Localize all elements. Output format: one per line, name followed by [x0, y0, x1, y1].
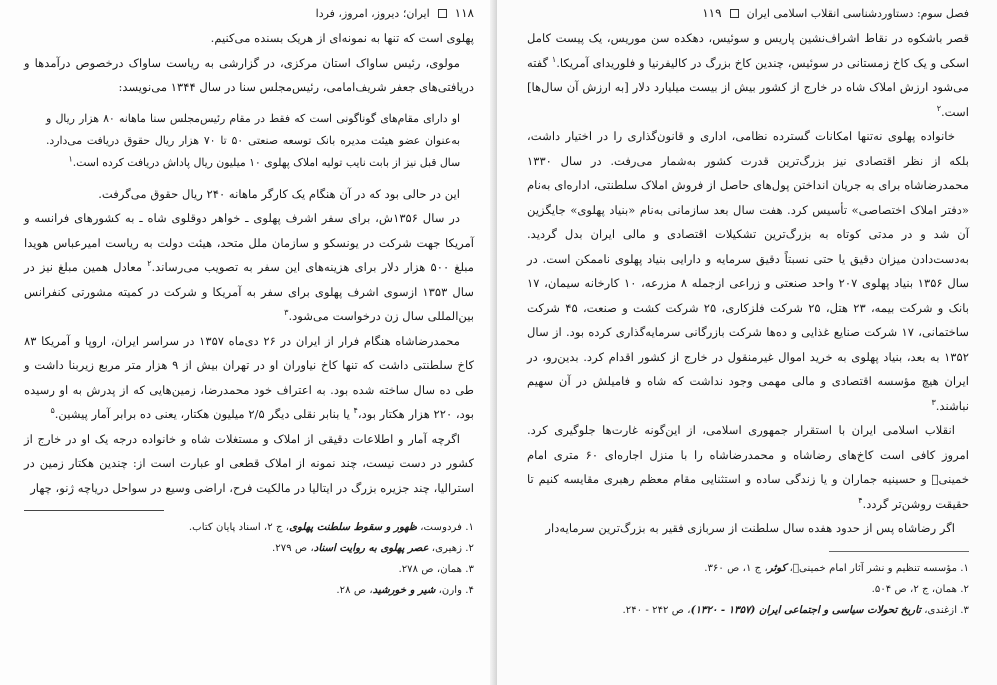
header-box-icon [438, 9, 447, 18]
footnote-divider [24, 510, 164, 511]
left-page [0, 0, 496, 685]
body-text [527, 26, 969, 541]
header-box-icon [730, 9, 739, 18]
footnote: ۳. ازغندی، تاریخ تحولات سیاسی و اجتماعی ایران (۱۳۵۷ - ۱۳۲۰)، ص ۲۴۲ - ۲۴۰. [622, 603, 969, 616]
page-number: ۱۱۹ [702, 6, 722, 20]
footnote-marker: ۵ [50, 406, 55, 416]
footnote-marker: ۱ [551, 54, 557, 64]
block-quote [46, 108, 460, 174]
footnote-marker: ۲ [936, 103, 941, 113]
paragraph: خانواده پهلوی نه‌تنها امکانات گسترده نظامی، اداری و قانون‌گذاری را در اختیار داشت، بلکه از نظر اقتصادی نیز بزرگ‌ترین قدرت کشور به‌شمار می‌رفت. در سال ۱۳۳۰ محمدرضاشاه برای به جریان انداختن پول‌های حاصل از فروش املاک سلطنتی، اداره‌ای به‌نام «دفتر املاک اختصاصی» تأسیس کرد. هفت سال بعد سازمانی به‌نام «بنیاد پهلوی» جایگزین آن شد و در مدتی کوتاه به بزرگ‌ترین تشکیلات اقتصادی و مالی ایران بدل گردید. به‌دست‌دادن میزان دقیق یا حتی نسبتاً دقیق سرمایه و دارایی بنیاد پهلوی ناممکن است. در سال ۱۳۵۶ بنیاد پهلوی ۲۰۷ واحد صنعتی و زراعی ازجمله ۸ مزرعه، ۱۰ کارخانه سیمان، ۱۷ بانک و شرکت بیمه، ۲۳ هتل، ۲۵ شرکت فلزکاری، ۲۵ شرکت کشت و صنعت، ۴۵ شرکت ساختمانی، ۱۷ شرکت صنایع غذایی و ده‌ها شرکت بازرگانی سرمایه‌گذاری کرده بود. از سال ۱۳۵۲ به بعد، بنیاد پهلوی به خرید اموال غیرمنقول در خارج از کشور اقدام کرد. بدین‌رو، در ایران هیچ مؤسسه اقتصادی و مالی مهمی وجود نداشت که شاه و فامیلش در آن سهیم نباشند.$^۳$ [527, 129, 970, 413]
paragraph: محمدرضاشاه هنگام فرار از ایران در ۲۶ دی‌ماه ۱۳۵۷ در سراسر ایران، اروپا و آمریکا ۸۳ کاخ سلطنتی داشت که تنها کاخ نیاوران او در تهران بیش از ۹ هزار متر مربع زیربنا داشت و طی ده سال ساخته شده بود. به اعتراف خود محمدرضا، زمین‌هایی که از پدرش به او رسیده بود، ۲۲۰ هزار هکتار بود،$^۴$ یا بنابر نقلی دیگر ۲/۵ میلیون هکتار، یعنی ده برابر آمار پیشین.$^۵$ [24, 333, 474, 421]
footnote-marker: ۳ [284, 308, 289, 318]
footnote-marker: ۴ [353, 406, 358, 416]
footnote: ۲. زهیری، عصر پهلوی به روایت اسناد، ص ۲۷۹. [272, 542, 474, 554]
footnote: ۱. فردوست، ظهور و سقوط سلطنت پهلوی، ج ۲، اسناد پایان کتاب. [188, 521, 474, 533]
paragraph: اگر رضاشاه پس از حدود هفده سال سلطنت از سربازی فقیر به بزرگ‌ترین سرمایه‌دار [545, 521, 955, 535]
body-text [24, 26, 474, 500]
page-header [527, 4, 969, 22]
paragraph: اگرچه آمار و اطلاعات دقیقی از املاک و مستغلات شاه و خانواده درجه یک او در خارج از کشور در دست نیست، چند نمونه از املاک قطعی او عبارت است از: چندین هکتار زمین در استرالیا، چند جزیره بزرگ در ایتالیا در مالکیت فرح، اراضی وسیع در سواحل دریاچه ژنو، چهار [24, 431, 474, 495]
footnotes [24, 517, 474, 601]
footnote-marker: ۳ [931, 397, 936, 407]
page-number: ۱۱۸ [454, 6, 474, 20]
footnote-marker: ۴ [858, 495, 863, 505]
footnote: ۲. همان، ج ۲، ص ۵۰۴. [871, 583, 969, 595]
footnote: ۴. وارن، شیر و خورشید، ص ۲۸. [336, 584, 474, 596]
paragraph: انقلاب اسلامی ایران با استقرار جمهوری اسلامی، از این‌گونه غارت‌ها جلوگیری کرد. امروز کافی است کاخ‌های رضاشاه و محمدرضاشاه را با منزل اجاره‌ای ۶۰ متری امام خمینی﷫ و حسینیه جماران و یا زندگی ساده و استثنایی مقام معظم رهبری مقایسه کنیم تا حقیقت روشن‌تر گردد.$^۴$ [527, 423, 969, 511]
footnote: ۱. مؤسسه تنظیم و نشر آثار امام خمینی﷫، کوثر، ج ۱، ص ۳۶۰. [704, 561, 969, 574]
footnote-divider [829, 551, 969, 552]
paragraph: قصر باشکوه در نقاط اشراف‌نشین پاریس و سوئیس، دهکده سن موریس، یک پیست کامل اسکی و یک کاخ زمستانی در سوئیس، چندین کاخ بزرگ در کالیفرنیا و فلوریدای آمریکا.$^۱$ گفته می‌شود ارزش املاک شاه در خارج از کشور بیش از بیست میلیارد دلار [به ارزش آن سال‌ها] است.$^۲$ [527, 31, 969, 119]
right-page [497, 0, 997, 685]
paragraph: این در حالی بود که در آن هنگام یک کارگر ماهانه ۲۴۰ ریال حقوق می‌گرفت. [98, 186, 460, 201]
paragraph: مولوی، رئیس ساواک استان مرکزی، در گزارشی به ریاست ساواک درخصوص درآمدها و دریافتی‌های جعفر شریف‌امامی، رئیس‌مجلس سنا در سال ۱۳۴۴ می‌نویسد: [24, 55, 474, 94]
footnotes [527, 558, 969, 621]
footnote-marker: ۲ [147, 259, 152, 269]
page-header [24, 4, 474, 22]
running-title: ایران؛ دیروز، امروز، فردا [315, 6, 430, 20]
running-title: فصل سوم: دستاوردشناسی انقلاب اسلامی ایران [746, 6, 969, 20]
paragraph: پهلوی است که تنها به نمونه‌ای از هریک بسنده می‌کنیم. [210, 31, 474, 45]
paragraph: در سال ۱۳۵۶ش، برای سفر اشرف پهلوی ـ خواهر دوقلوی شاه ـ به کشورهای فرانسه و آمریکا جهت شرکت در یونسکو و سازمان ملل متحد، هیئت دولت به ریاست امیرعباس هویدا مبلغ ۵۰۰ هزار دلار برای هزینه‌های این سفر به تصویب می‌رساند.$^۲$ معادل همین مبلغ نیز در سال ۱۳۵۳ ازسوی اشرف پهلوی برای سفر به آمریکا و شرکت در کمیته مشورتی کنفرانس بین‌المللی سال زن درخواست می‌شود.$^۳$ [24, 211, 475, 323]
footnote: ۳. همان، ص ۲۷۸. [398, 564, 474, 575]
quote-text: او دارای مقام‌های گوناگونی است که فقط در مقام رئیس‌مجلس سنا ماهانه ۸۰ هزار ریال و به‌عنوان عضو هیئت مدیره بانک توسعه صنعتی ۵۰ تا ۷۰ هزار ریال حقوق دریافت می‌دارد. سال قبل نیز از بابت نایب تولیه املاک پهلوی ۱۰ میلیون ریال پاداش دریافت کرده است. [46, 111, 460, 169]
footnote-marker: ۱ [68, 153, 73, 163]
